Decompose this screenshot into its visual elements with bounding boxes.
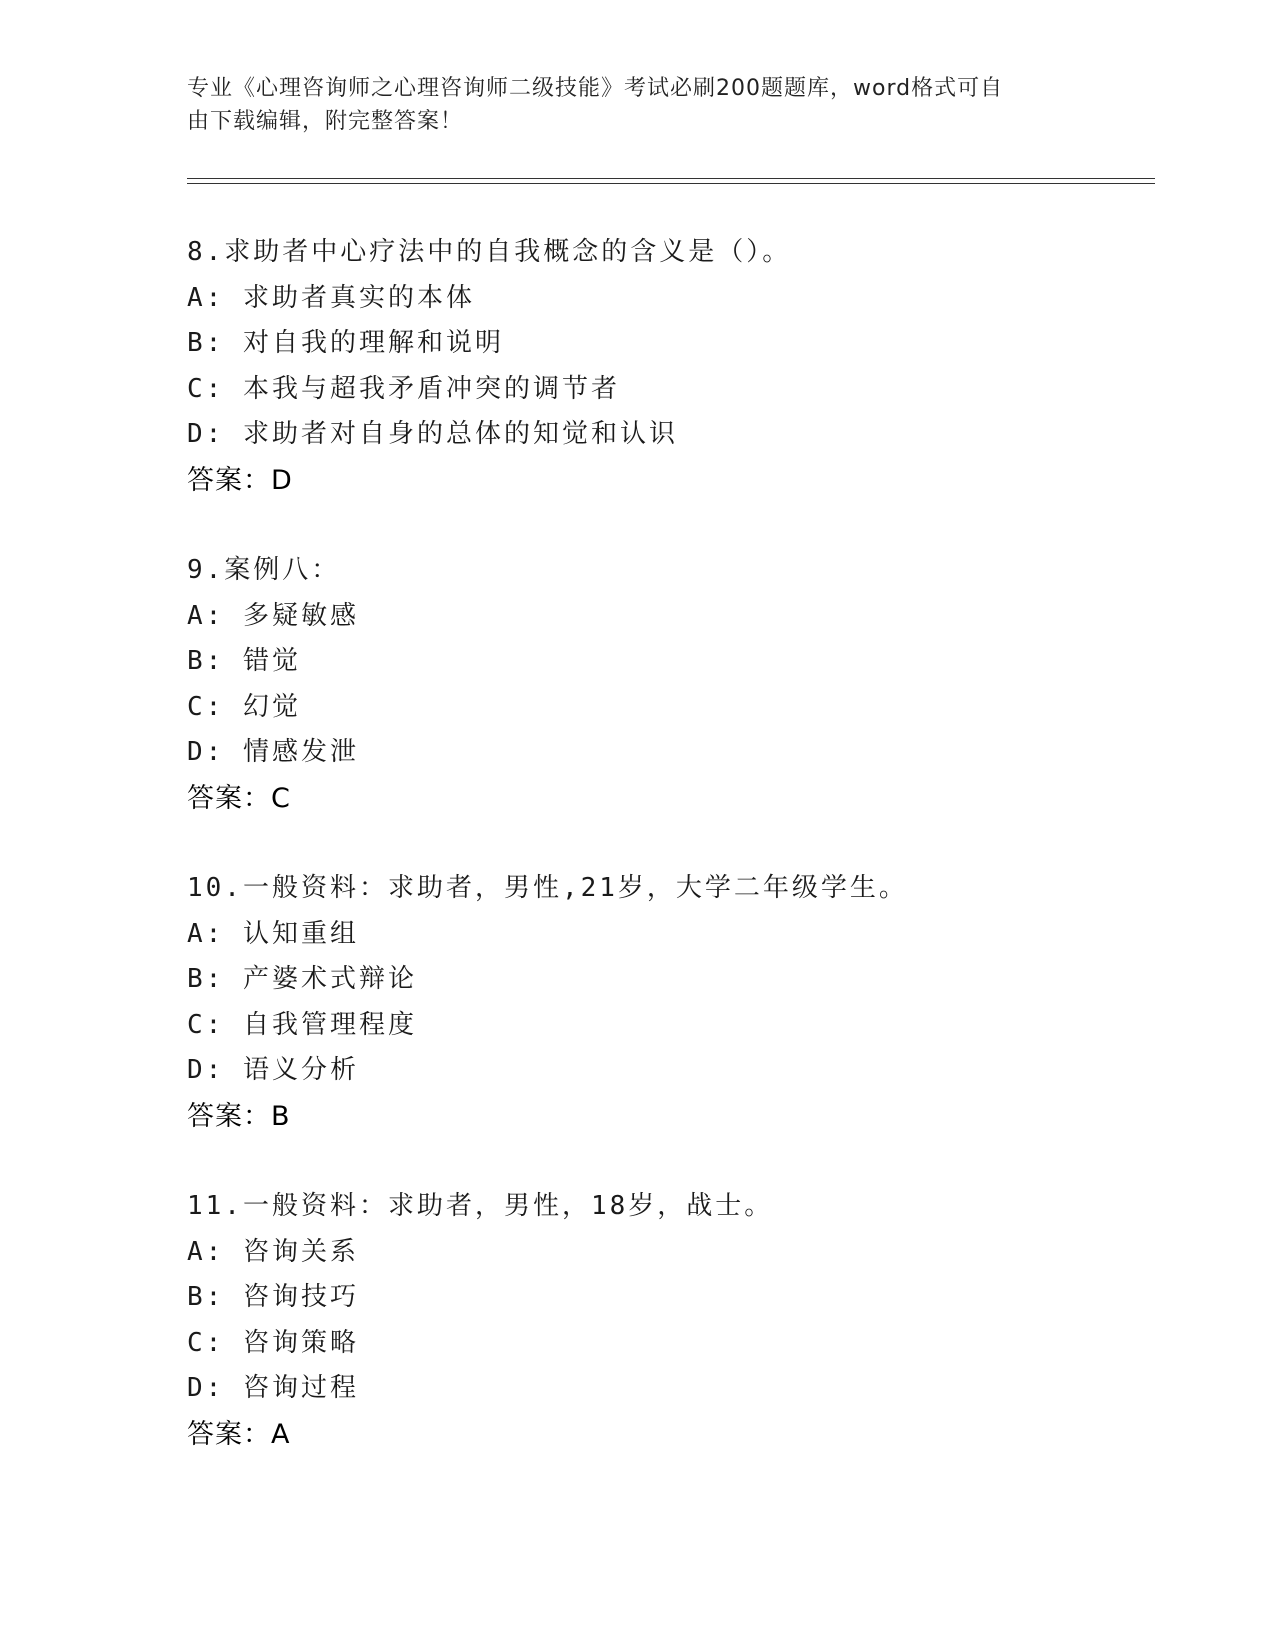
option-d: D: 咨询过程: [187, 1373, 359, 1403]
question-8: [187, 230, 1187, 503]
option-b: B: 对自我的理解和说明: [187, 328, 504, 358]
option-c: C: 幻觉: [187, 691, 301, 722]
question-stem: 8.求助者中心疗法中的自我概念的含义是（）。: [187, 237, 792, 267]
option-a: A: 认知重组: [187, 918, 359, 949]
header-line-2: 由下载编辑，附完整答案！: [187, 109, 464, 134]
option-c: C: 咨询策略: [187, 1327, 359, 1358]
option-b: B: 产婆术式辩论: [187, 964, 417, 994]
option-d: D: 求助者对自身的总体的知觉和认识: [187, 419, 678, 449]
option-b: B: 咨询技巧: [187, 1282, 359, 1312]
option-c: C: 本我与超我矛盾冲突的调节者: [187, 373, 620, 404]
question-11: [187, 1184, 1187, 1457]
answer-label: 答案：C: [187, 782, 291, 814]
answer-label: 答案：A: [187, 1418, 291, 1450]
option-d: D: 语义分析: [187, 1055, 359, 1085]
question-stem: 10.一般资料：求助者，男性,21岁，大学二年级学生。: [187, 873, 908, 903]
option-d: D: 情感发泄: [187, 737, 359, 767]
option-a: A: 咨询关系: [187, 1236, 359, 1267]
option-a: A: 多疑敏感: [187, 600, 359, 631]
option-a: A: 求助者真实的本体: [187, 282, 475, 313]
option-b: B: 错觉: [187, 646, 301, 676]
question-stem: 9.案例八：: [187, 555, 341, 585]
question-9: [187, 548, 1187, 821]
question-10: [187, 866, 1187, 1139]
header-divider-bottom: [187, 183, 1155, 184]
answer-label: 答案：B: [187, 1100, 291, 1132]
document-header: [187, 72, 1067, 138]
header-line-1: 专业《心理咨询师之心理咨询师二级技能》考试必刷200题题库，word格式可自: [187, 76, 1004, 101]
header-divider-top: [187, 178, 1155, 179]
question-stem: 11.一般资料：求助者，男性，18岁，战士。: [187, 1191, 774, 1221]
option-c: C: 自我管理程度: [187, 1009, 417, 1040]
answer-label: 答案：D: [187, 464, 293, 496]
